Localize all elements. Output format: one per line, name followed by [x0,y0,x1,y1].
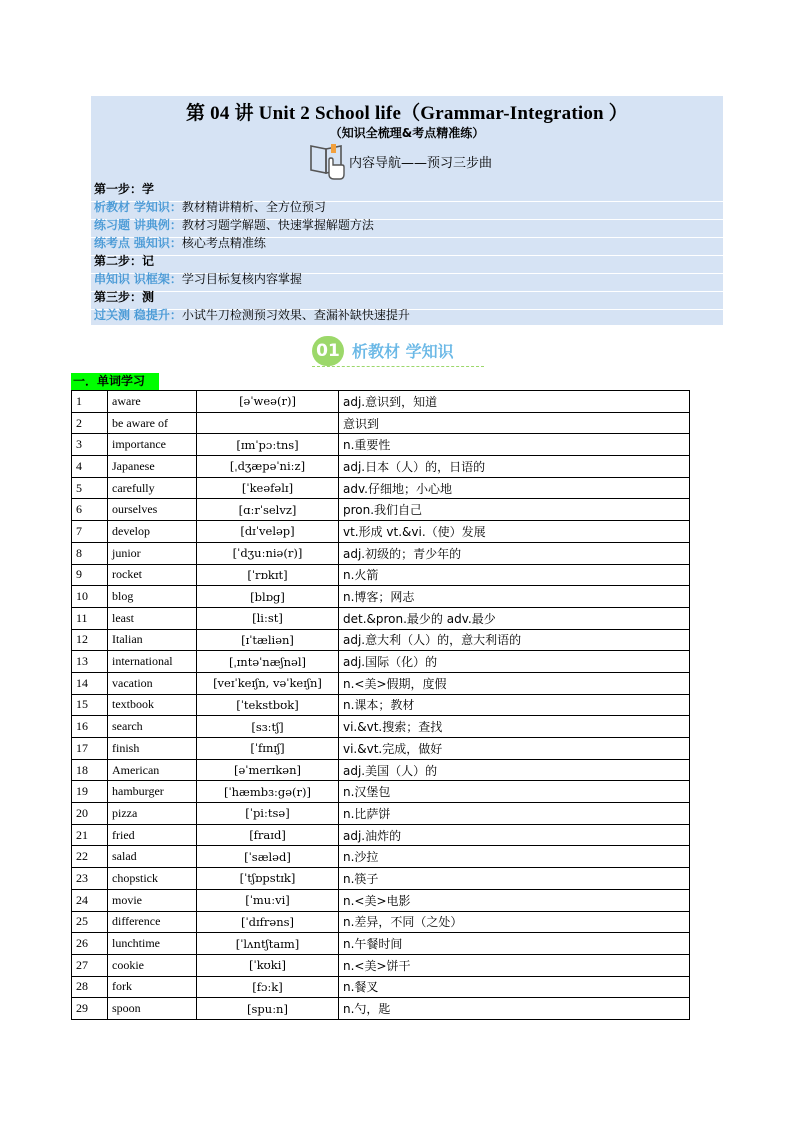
word-cell: cookie [108,954,197,976]
table-row [72,564,690,586]
phonetic-cell: [əˈweə(r)] [197,391,339,413]
row-number-cell: 17 [72,738,108,760]
phonetic-cell: [ˌɪntəˈnæʃnəl] [197,651,339,673]
phonetic-cell: [ɪmˈpɔːtns] [197,434,339,456]
phonetic-cell: [ˈdɪfrəns] [197,911,339,933]
phonetic-cell: [dɪˈveləp] [197,521,339,543]
vocabulary-table [71,390,690,1020]
definition-cell: vt.形成 vt.&vi.（使）发展 [339,521,690,543]
phonetic-cell: [ˈpiːtsə] [197,803,339,825]
table-row [72,889,690,911]
row-number-cell: 21 [72,824,108,846]
row-number-cell: 2 [72,412,108,434]
word-cell: fork [108,976,197,998]
row-number-cell: 25 [72,911,108,933]
table-row [72,824,690,846]
table-row [72,846,690,868]
step-item-framework: 串知识 识框架：学习目标复核内容掌握 [94,272,302,286]
row-number-cell: 1 [72,391,108,413]
table-row [72,651,690,673]
definition-cell: n.汉堡包 [339,781,690,803]
word-cell: pizza [108,803,197,825]
definition-cell: adj.意大利（人）的，意大利语的 [339,629,690,651]
step-item-practice: 练习题 讲典例：教材习题学解题、快速掌握解题方法 [94,218,374,232]
section-underline [312,366,484,367]
step-item-study-textbook: 析教材 学知识：教材精讲精析、全方位预习 [94,200,326,214]
phonetic-cell: [ˈkeəfəlɪ] [197,477,339,499]
table-row [72,477,690,499]
phonetic-cell: [liːst] [197,607,339,629]
table-row [72,738,690,760]
word-cell: hamburger [108,781,197,803]
definition-cell: n.餐叉 [339,976,690,998]
phonetic-cell: [ˈmuːvi] [197,889,339,911]
book-icon [309,140,347,180]
table-row [72,542,690,564]
word-cell: Italian [108,629,197,651]
phonetic-cell: [ˈkʊki] [197,954,339,976]
row-number-cell: 27 [72,954,108,976]
word-cell: importance [108,434,197,456]
row-number-cell: 22 [72,846,108,868]
word-cell: salad [108,846,197,868]
table-row [72,456,690,478]
phonetic-cell: [ˈtekstbʊk] [197,694,339,716]
definition-cell: n.筷子 [339,868,690,890]
table-row [72,434,690,456]
phonetic-cell: [ˌdʒæpəˈniːz] [197,456,339,478]
table-row [72,716,690,738]
table-row [72,629,690,651]
definition-cell: n.<美>饼干 [339,954,690,976]
phonetic-cell [197,412,339,434]
word-cell: carefully [108,477,197,499]
phonetic-cell: [ˈhæmbɜːgə(r)] [197,781,339,803]
word-cell: develop [108,521,197,543]
table-row [72,998,690,1020]
phonetic-cell: [ˈtʃɒpstɪk] [197,868,339,890]
page-title: 第 04 讲 Unit 2 School life（Grammar-Integration ） [186,103,628,124]
definition-cell: adj.初级的；青少年的 [339,542,690,564]
row-number-cell: 5 [72,477,108,499]
table-row [72,694,690,716]
word-cell: movie [108,889,197,911]
step-3-heading: 第三步：测 [94,290,155,304]
page-subtitle: （知识全梳理&考点精准练） [329,126,485,140]
word-cell: Japanese [108,456,197,478]
phonetic-cell: [ɑːrˈselvz] [197,499,339,521]
word-cell: international [108,651,197,673]
table-row [72,672,690,694]
phonetic-cell: [ˈfɪnɪʃ] [197,738,339,760]
definition-cell: adj.意识到，知道 [339,391,690,413]
step-item-key-points: 练考点 强知识：核心考点精准练 [94,236,266,250]
definition-cell: n.博客；网志 [339,586,690,608]
vocab-section-label: 一．单词学习 [71,373,159,390]
table-row [72,412,690,434]
definition-cell: vi.&vt.完成，做好 [339,738,690,760]
definition-cell: vi.&vt.搜索；查找 [339,716,690,738]
definition-cell: n.重要性 [339,434,690,456]
row-number-cell: 19 [72,781,108,803]
row-number-cell: 26 [72,933,108,955]
phonetic-cell: [spuːn] [197,998,339,1020]
row-number-cell: 24 [72,889,108,911]
word-cell: difference [108,911,197,933]
definition-cell: n.沙拉 [339,846,690,868]
row-number-cell: 18 [72,759,108,781]
table-row [72,803,690,825]
table-row [72,759,690,781]
definition-cell: det.&pron.最少的 adv.最少 [339,607,690,629]
word-cell: junior [108,542,197,564]
definition-cell: 意识到 [339,412,690,434]
word-cell: finish [108,738,197,760]
section-title: 析教材 学知识 [352,342,454,361]
phonetic-cell: [fraɪd] [197,824,339,846]
phonetic-cell: [ˈlʌntʃtaɪm] [197,933,339,955]
table-row [72,933,690,955]
row-number-cell: 9 [72,564,108,586]
step-item-test: 过关测 稳提升：小试牛刀检测预习效果、查漏补缺快速提升 [94,308,410,322]
header-box [91,96,723,325]
row-number-cell: 23 [72,868,108,890]
row-number-cell: 6 [72,499,108,521]
section-number-badge: 01 [312,336,344,366]
row-number-cell: 28 [72,976,108,998]
row-number-cell: 4 [72,456,108,478]
definition-cell: adj.日本（人）的，日语的 [339,456,690,478]
table-row [72,586,690,608]
definition-cell: n.勺，匙 [339,998,690,1020]
word-cell: ourselves [108,499,197,521]
definition-cell: n.午餐时间 [339,933,690,955]
row-number-cell: 20 [72,803,108,825]
table-row [72,976,690,998]
row-number-cell: 10 [72,586,108,608]
word-cell: lunchtime [108,933,197,955]
phonetic-cell: [ˈdʒuːniə(r)] [197,542,339,564]
row-number-cell: 29 [72,998,108,1020]
word-cell: be aware of [108,412,197,434]
phonetic-cell: [ɪˈtæliən] [197,629,339,651]
word-cell: search [108,716,197,738]
definition-cell: adj.油炸的 [339,824,690,846]
table-row [72,499,690,521]
word-cell: American [108,759,197,781]
definition-cell: n.课本；教材 [339,694,690,716]
row-number-cell: 14 [72,672,108,694]
row-number-cell: 12 [72,629,108,651]
word-cell: textbook [108,694,197,716]
definition-cell: n.差异，不同（之处） [339,911,690,933]
definition-cell: n.<美>假期，度假 [339,672,690,694]
phonetic-cell: [blɒg] [197,586,339,608]
definition-cell: adj.美国（人）的 [339,759,690,781]
table-row [72,521,690,543]
row-number-cell: 15 [72,694,108,716]
navigation-label: 内容导航——预习三步曲 [349,156,493,171]
definition-cell: n.火箭 [339,564,690,586]
word-cell: least [108,607,197,629]
phonetic-cell: [sɜːtʃ] [197,716,339,738]
definition-cell: pron.我们自己 [339,499,690,521]
content-navigation [309,140,539,180]
row-number-cell: 13 [72,651,108,673]
step-2-heading: 第二步：记 [94,254,155,268]
section-heading [312,336,487,368]
phonetic-cell: [əˈmerɪkən] [197,759,339,781]
word-cell: spoon [108,998,197,1020]
word-cell: aware [108,391,197,413]
row-number-cell: 3 [72,434,108,456]
step-1-heading: 第一步：学 [94,182,155,196]
table-row [72,781,690,803]
definition-cell: n.<美>电影 [339,889,690,911]
phonetic-cell: [fɔːk] [197,976,339,998]
table-row [72,911,690,933]
row-number-cell: 8 [72,542,108,564]
row-number-cell: 11 [72,607,108,629]
table-row [72,868,690,890]
word-cell: blog [108,586,197,608]
table-row [72,391,690,413]
table-row [72,607,690,629]
word-cell: rocket [108,564,197,586]
phonetic-cell: [veɪˈkeɪʃn, vəˈkeɪʃn] [197,672,339,694]
word-cell: chopstick [108,868,197,890]
row-number-cell: 7 [72,521,108,543]
definition-cell: n.比萨饼 [339,803,690,825]
row-number-cell: 16 [72,716,108,738]
definition-cell: adv.仔细地；小心地 [339,477,690,499]
phonetic-cell: [ˈrɒkɪt] [197,564,339,586]
word-cell: vacation [108,672,197,694]
word-cell: fried [108,824,197,846]
table-row [72,954,690,976]
phonetic-cell: [ˈsæləd] [197,846,339,868]
definition-cell: adj.国际（化）的 [339,651,690,673]
